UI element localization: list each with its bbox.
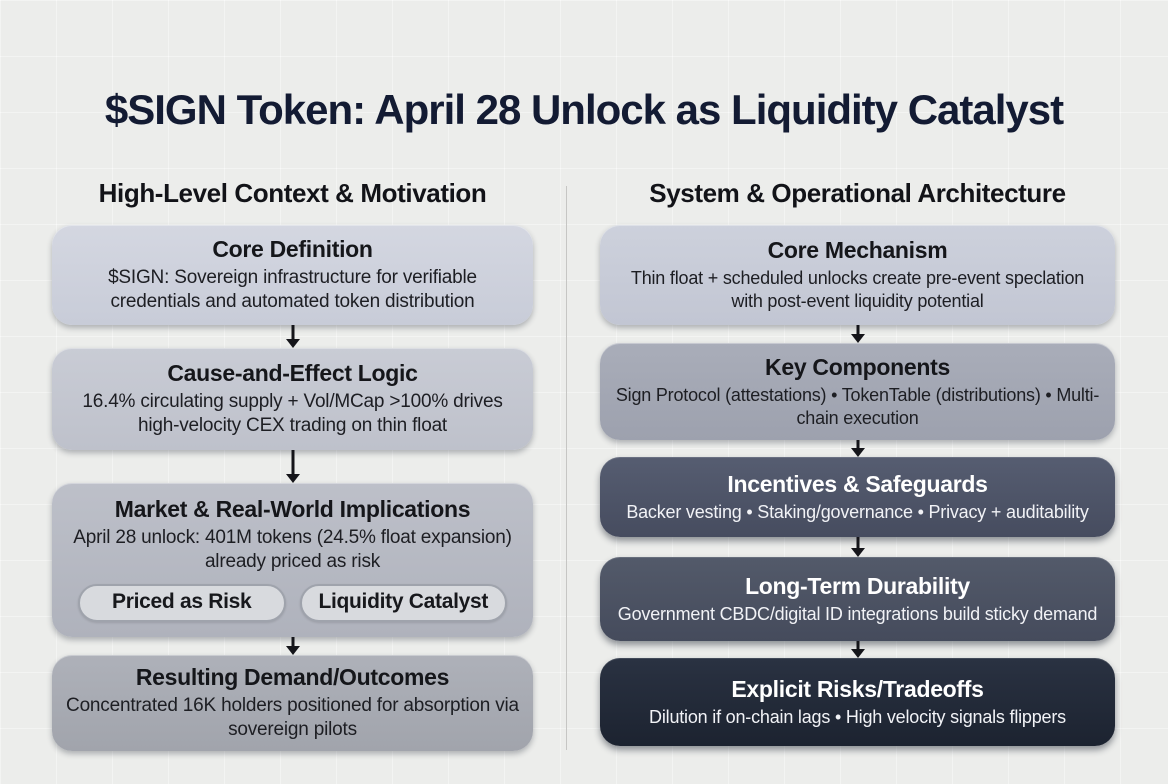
- box-body-durability: Government CBDC/digital ID integrations build sticky demand: [617, 603, 1098, 624]
- column-system-architecture: [600, 178, 1115, 746]
- box-body-core-definition: $SIGN: Sovereign infrastructure for verifiable credentials and automated token distribution: [108, 266, 477, 312]
- flow-box-key-components: [600, 343, 1115, 440]
- box-heading-market-implications: Market & Real-World Implications: [114, 495, 471, 522]
- box-heading-resulting-demand: Resulting Demand/Outcomes: [135, 663, 450, 690]
- box-body-core-mechanism: Thin float + scheduled unlocks create pre-event speclation with post-event liquidity potential: [630, 268, 1085, 311]
- column-divider: [566, 186, 567, 750]
- box-heading-core-mechanism: Core Mechanism: [767, 237, 948, 264]
- box-heading-cause-effect: Cause-and-Effect Logic: [167, 359, 418, 386]
- box-heading-risks: Explicit Risks/Tradeoffs: [731, 675, 984, 702]
- box-body-cause-effect: 16.4% circulating supply + Vol/MCap >100% drives high-velocity CEX trading on thin float: [82, 390, 503, 436]
- column-header-system: System & Operational Architecture: [649, 178, 1066, 208]
- flow-box-long-term-durability: [600, 557, 1115, 641]
- down-arrow-icon: [52, 450, 533, 483]
- down-arrow-icon: [600, 325, 1115, 343]
- box-body-market-implications: April 28 unlock: 401M tokens (24.5% float expansion) already priced as risk: [73, 526, 512, 572]
- box-body-key-components: Sign Protocol (attestations) • TokenTable (distributions) • Multi-chain execution: [615, 384, 1100, 428]
- flow-box-incentives-safeguards: [600, 457, 1115, 537]
- column-context-motivation: [52, 178, 533, 751]
- flow-box-core-definition: [52, 225, 533, 325]
- page-title: $SIGN Token: April 28 Unlock as Liquidity Catalyst: [104, 86, 1064, 133]
- badge-row: [78, 584, 507, 622]
- box-heading-durability: Long-Term Durability: [745, 572, 970, 599]
- down-arrow-icon: [600, 537, 1115, 557]
- down-arrow-icon: [600, 440, 1115, 457]
- column-header-context: High-Level Context & Motivation: [98, 178, 487, 208]
- flow-box-cause-effect-logic: [52, 348, 533, 450]
- box-heading-key-components: Key Components: [765, 353, 950, 380]
- down-arrow-icon: [52, 325, 533, 348]
- box-heading-core-definition: Core Definition: [212, 235, 373, 262]
- box-heading-incentives: Incentives & Safeguards: [727, 470, 988, 497]
- flow-box-explicit-risks: [600, 658, 1115, 746]
- down-arrow-icon: [600, 641, 1115, 658]
- box-body-incentives: Backer vesting • Staking/governance • Privacy + auditability: [626, 501, 1089, 522]
- box-body-risks: Dilution if on-chain lags • High velocity signals flippers: [649, 706, 1066, 727]
- flow-box-resulting-demand: [52, 655, 533, 751]
- badge-priced-as-risk: Priced as Risk: [78, 584, 286, 622]
- flow-box-market-implications: [52, 483, 533, 637]
- down-arrow-icon: [52, 637, 533, 655]
- flow-box-core-mechanism: [600, 225, 1115, 325]
- badge-liquidity-catalyst: Liquidity Catalyst: [300, 584, 508, 622]
- box-body-resulting-demand: Concentrated 16K holders positioned for absorption via sovereign pilots: [66, 694, 519, 740]
